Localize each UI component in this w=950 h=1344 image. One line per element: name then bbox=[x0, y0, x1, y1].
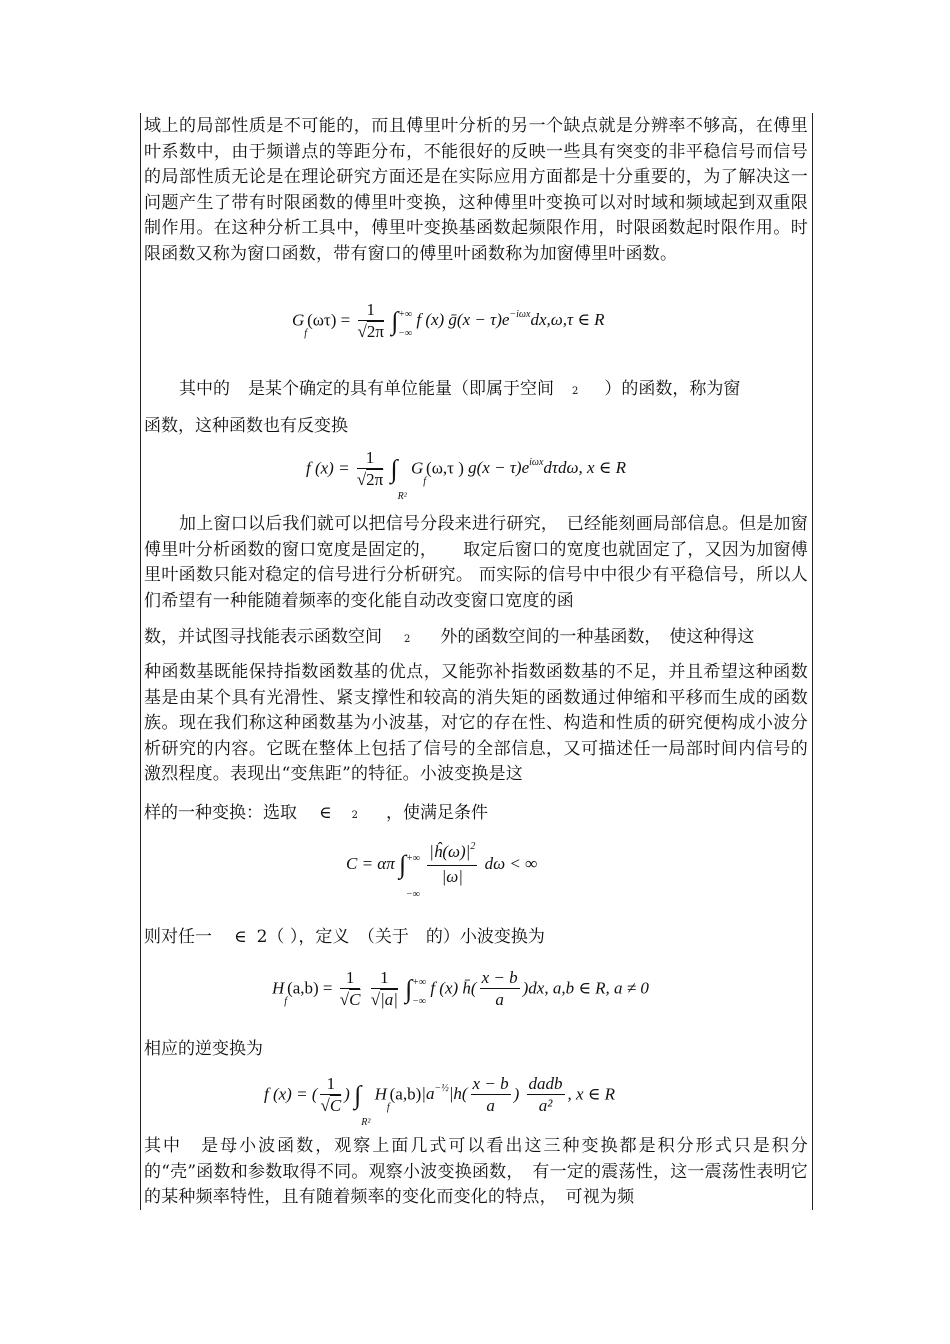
paragraph-4-line: 数，并试图寻找能表示函数空间 2 外的函数空间的一种基函数， 使这种得这 bbox=[144, 627, 755, 647]
paragraph-1: 域上的局部性质是不可能的，而且傅里叶分析的另一个缺点就是分辨率不够高，在傅里叶系数中，由于频谱点的等距分布，不能很好的反映一些具有突变的非平稳信号而信号的局部性质无论是在理论研究方面还是在实际应用方面都是十分重要的，为了解决这一问题产生了带有时限函数的傅里叶变换，这种傅里叶变换可以对时域和频域起到双重限制作用。在这种分析工具中，傅里叶变换基函数起频限作用，时限函数起时限作用。时限函数又称为窗口函数，带有窗口的傅里叶函数称为加窗傅里叶函数。 bbox=[144, 116, 808, 264]
paragraph-7-line: 则对任一 ∈ 2（ ），定义 （关于 的）小波变换为 bbox=[144, 927, 545, 947]
equation-inverse-wavelet: f (x) = ( $\frac{1}{√C}$ ) $\int_{R^2}$ $H_f(a,b)|a^{-\frac{1}{2}}|h$( $\frac{x - b}{a}$ ) $\frac{\text{dadb}}{\text{a²}}$ , x ∈ R bbox=[264, 1074, 616, 1129]
equation-wavelet-transform: $H_f(a,b)$ = $\frac{1}{√C}$ $\frac{1}{√|a|}$ $\int^{+\infty}_{-\infty}$ f (x) h̄( $\frac{x - b}{a}$ )dx, a,b ∈ R, a ≠ 0 bbox=[272, 968, 649, 1009]
paragraph-9: 其中 是母小波函数，观察上面几式可以看出这三种变换都是积分形式只是积分的“壳”函数和参数取得不同。观察小波变换函数， 有一定的震荡性，这一震荡性表明它的某种频率特性，且有随着频率的变化而变化的特点， 可视为频 bbox=[144, 1136, 808, 1208]
paragraph-3: 加上窗口以后我们就可以把信号分段来进行研究， 已经能刻画局部信息。但是加窗傅里叶分析函数的窗口宽度是固定的， 取定后窗口的宽度也就固定了，又因为加窗傅里叶函数只能对稳定的信号进行分析研究。 而实际的信号中中很少有平稳信号，所以人们希望有一种能随着频率的变化能自动改变窗口宽度的函 bbox=[144, 514, 808, 611]
paragraph-2-line-2: 函数，这种函数也有反变换 bbox=[144, 416, 348, 436]
paragraph-2-line-1: 其中的 是某个确定的具有单位能量（即属于空间 2 ）的函数，称为窗 bbox=[179, 379, 741, 399]
equation-admissibility: C = απ $\int^{+\infty}_{-\infty}$ $\frac{|ĥ(\omega)|^2}{|\omega|}$ dω < ∞ bbox=[346, 841, 538, 900]
equation-inverse-windowed-fourier: f (x) = $\frac{1}{√2\pi}$ $\int_{R^2}$ $G_f(\omega,\tau$ ) $g(x - \tau)e^{i\omega x}d\tau d\omega$, x ∈ R bbox=[306, 448, 627, 503]
equation-windowed-fourier: $G_f(\omega\tau)$ = $\frac{1}{√2\pi}$ $\int^{+\infty}_{-\infty}$ f (x) ḡ(x − $\tau)e^{-i\omega x}dx,\omega,\tau$ ∈ R bbox=[292, 300, 605, 341]
paragraph-6-line: 样的一种变换：选取 ∈ 2 ，使满足条件 bbox=[144, 803, 488, 823]
paragraph-8-line: 相应的逆变换为 bbox=[144, 1039, 263, 1059]
paragraph-5: 种函数基既能保持指数函数基的优点，又能弥补指数函数基的不足，并且希望这种函数基是由某个具有光滑性、紧支撑性和较高的消失矩的函数通过伸缩和平移而生成的函数族。现在我们称这种函数基为小波基，对它的存在性、构造和性质的研究便构成小波分析研究的内容。它既在整体上包括了信号的全部信息，又可描述任一局部时间内信号的激烈程度。表现出“变焦距”的特征。小波变换是这 bbox=[144, 662, 808, 785]
